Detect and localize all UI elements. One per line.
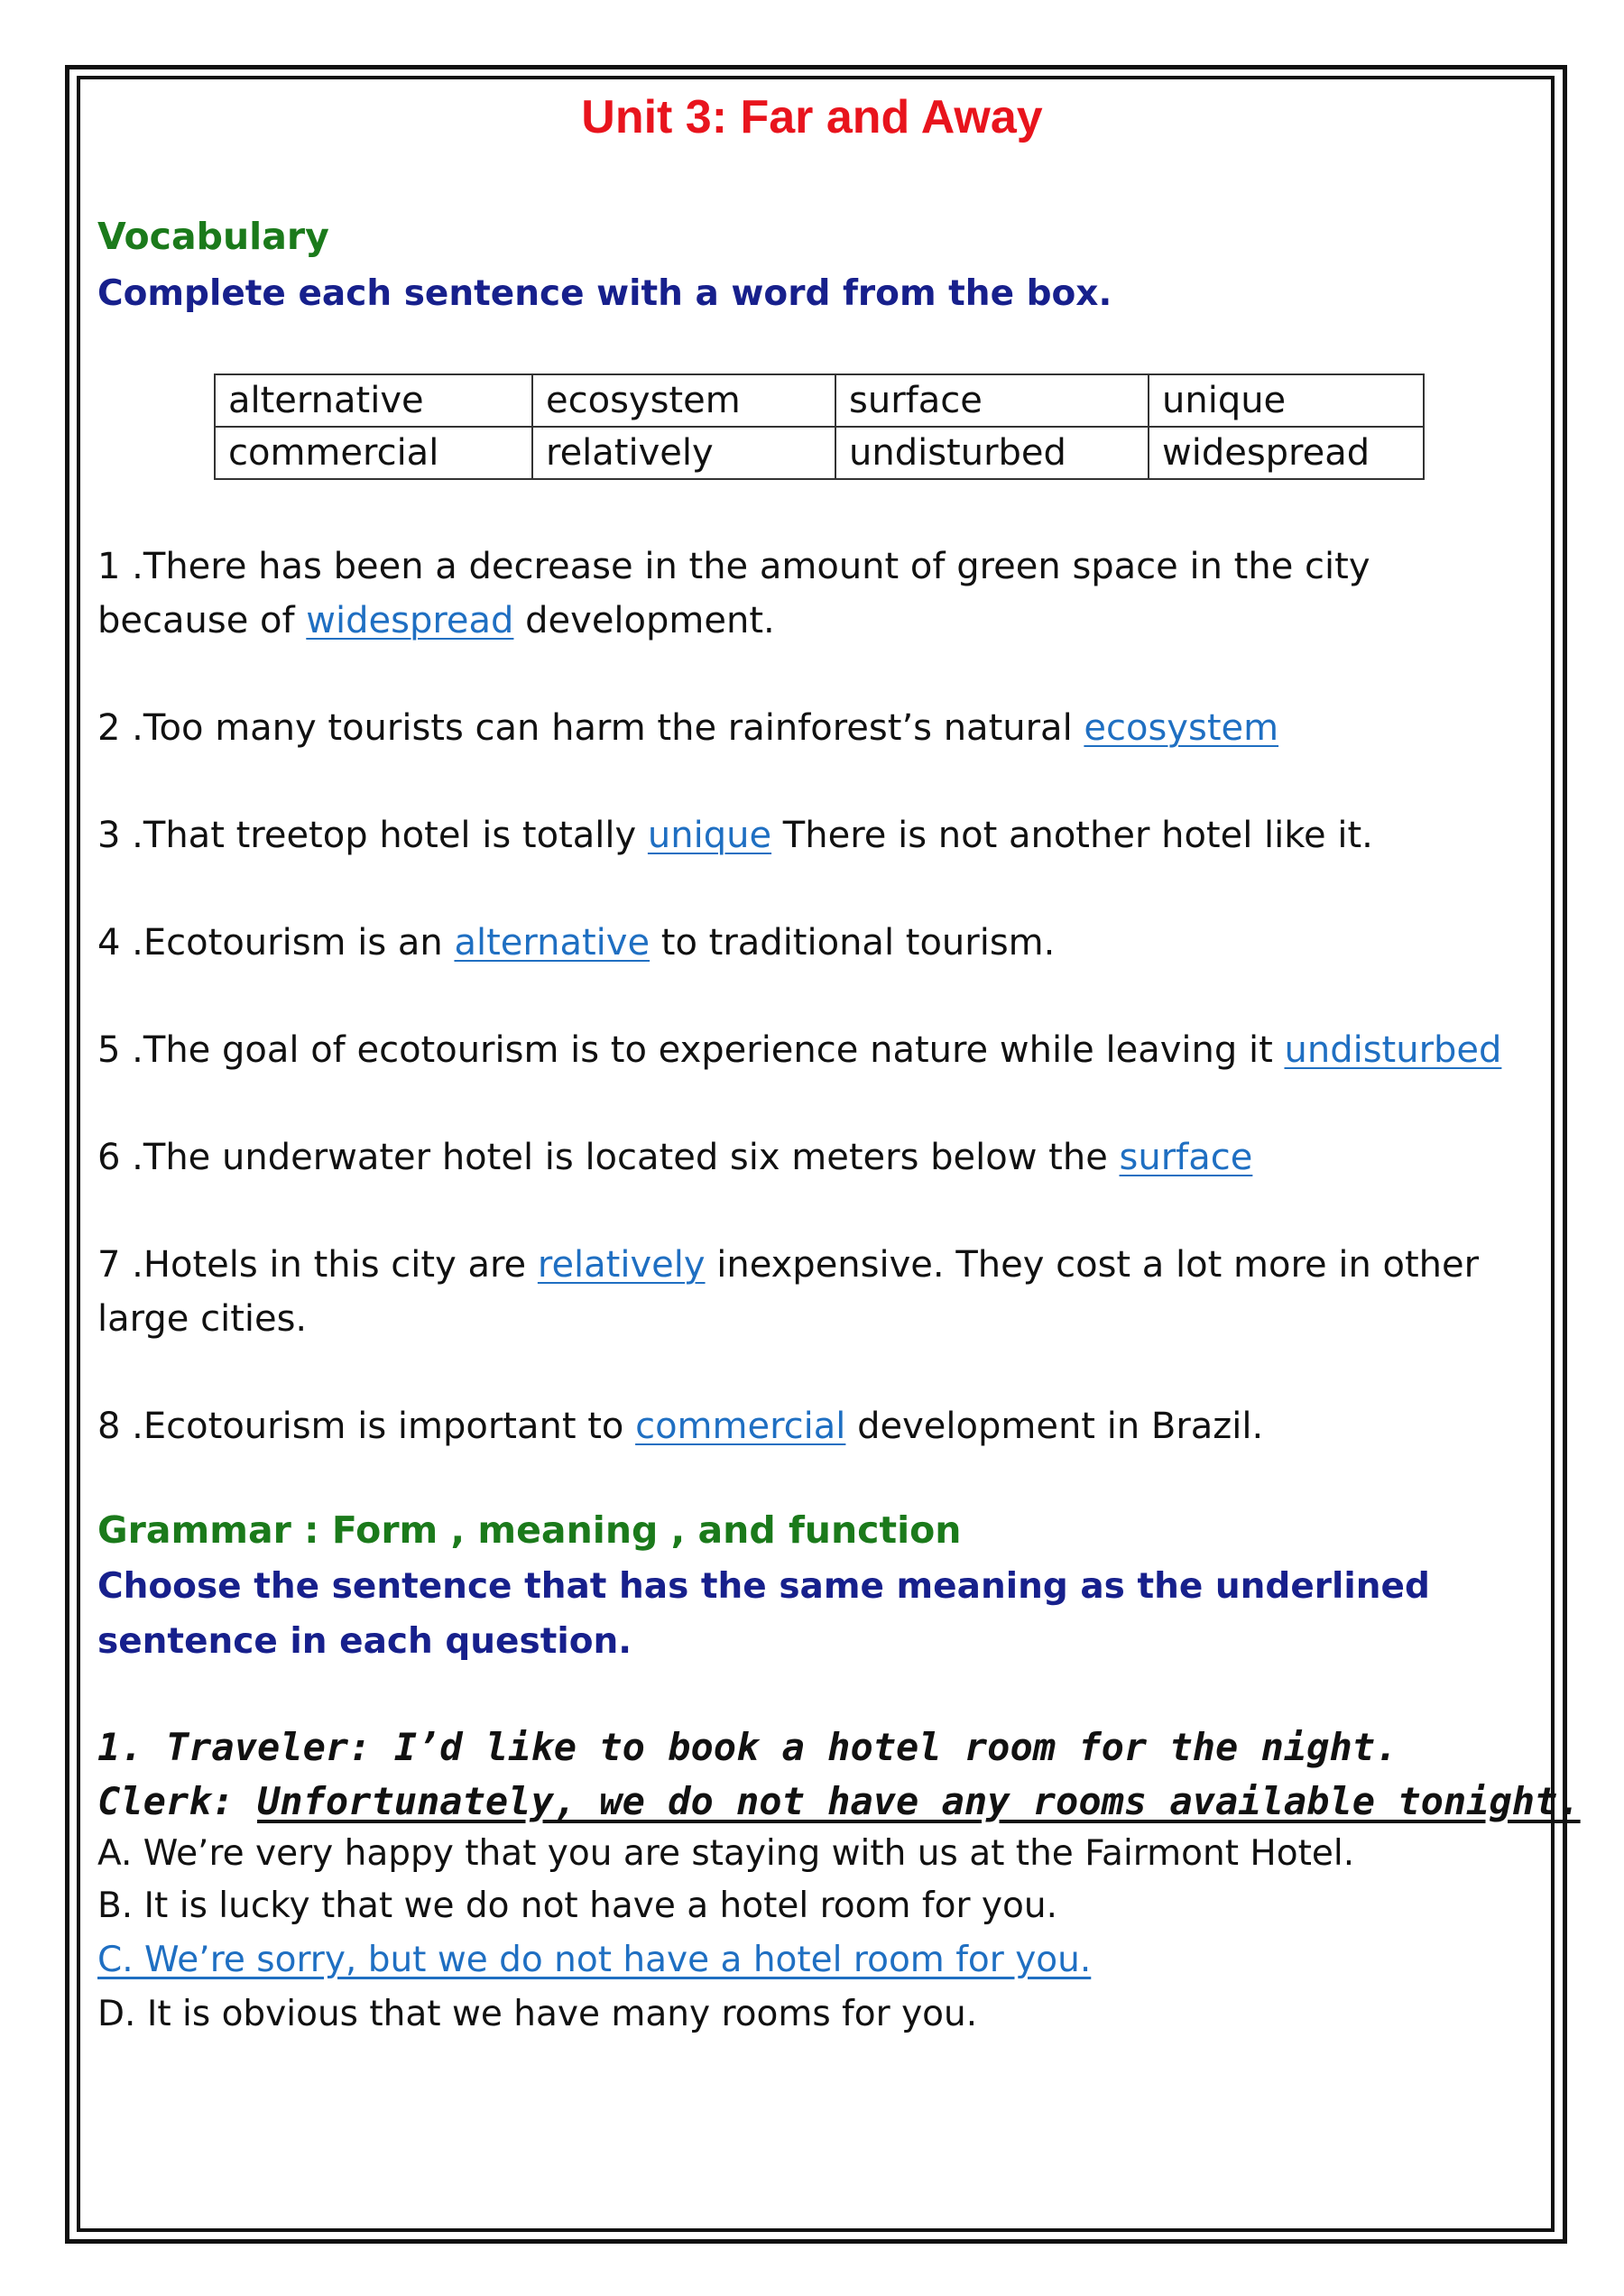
- vocab-question-1: [97, 539, 1523, 648]
- question-text: The underwater hotel is located six meters below the: [143, 1137, 1120, 1178]
- vocab-question-3: [97, 808, 1523, 862]
- vocab-question-8: [97, 1399, 1523, 1453]
- word-box-cell: undisturbed: [835, 427, 1149, 479]
- question-number: 3 .: [97, 815, 143, 856]
- dialogue-clerk: [97, 1779, 1581, 1823]
- clerk-label: Clerk:: [97, 1779, 258, 1823]
- word-box-row: [215, 427, 1424, 479]
- vocab-question-7: [97, 1238, 1523, 1346]
- option-c-correct: C. We’re sorry, but we do not have a hotel room for you.: [97, 1940, 1092, 1980]
- vocabulary-instruction: Complete each sentence with a word from the box.: [97, 273, 1112, 314]
- question-text: Hotels in this city are: [143, 1244, 538, 1286]
- grammar-instruction: Choose the sentence that has the same meaning as the underlined sentence in each question.: [97, 1566, 1430, 1662]
- option-d: D. It is obvious that we have many rooms for you.: [97, 1994, 978, 2034]
- question-number: 2 .: [97, 707, 143, 749]
- answer-word: surface: [1119, 1137, 1253, 1178]
- question-text: Too many tourists can harm the rainforest’s natural: [143, 707, 1084, 749]
- word-box-cell: surface: [835, 374, 1149, 427]
- word-box-cell: unique: [1149, 374, 1424, 427]
- question-number: 8 .: [97, 1406, 143, 1447]
- word-box-cell: alternative: [215, 374, 532, 427]
- vocabulary-heading: Vocabulary: [97, 215, 329, 258]
- option-b: B. It is lucky that we do not have a hotel room for you.: [97, 1886, 1057, 1926]
- answer-word: alternative: [454, 922, 651, 964]
- question-text: inexpensive. They cost a lot more in other large cities.: [97, 1244, 1480, 1340]
- underlined-sentence: Unfortunately, we do not have any rooms available tonight.: [257, 1779, 1581, 1823]
- grammar-heading: Grammar : Form , meaning , and function: [97, 1508, 962, 1552]
- word-box-cell: relatively: [532, 427, 835, 479]
- answer-word: commercial: [635, 1406, 846, 1447]
- question-number: 7 .: [97, 1244, 143, 1286]
- page-title: Unit 3: Far and Away: [581, 91, 1043, 143]
- question-number: 5 .: [97, 1029, 143, 1071]
- option-a: A. We’re very happy that you are staying with us at the Fairmont Hotel.: [97, 1833, 1355, 1874]
- word-box-cell: commercial: [215, 427, 532, 479]
- question-number: 6 .: [97, 1137, 143, 1178]
- vocab-question-5: [97, 1023, 1523, 1077]
- word-box: [214, 373, 1425, 480]
- question-text: There has been a decrease in the amount of green space in the city because of: [97, 546, 1370, 641]
- word-box-cell: widespread: [1149, 427, 1424, 479]
- vocab-question-2: [97, 701, 1523, 755]
- vocab-question-6: [97, 1130, 1523, 1185]
- answer-word: widespread: [306, 600, 514, 641]
- word-box-cell: ecosystem: [532, 374, 835, 427]
- answer-word: ecosystem: [1084, 707, 1279, 749]
- question-text: development in Brazil.: [845, 1406, 1264, 1447]
- answer-word: relatively: [537, 1244, 706, 1286]
- answer-word: unique: [647, 815, 772, 856]
- question-number: 4 .: [97, 922, 143, 964]
- word-box-row: [215, 374, 1424, 427]
- question-text: That treetop hotel is totally: [143, 815, 648, 856]
- question-text: The goal of ecotourism is to experience nature while leaving it: [143, 1029, 1285, 1071]
- vocab-question-4: [97, 916, 1523, 970]
- question-number: 1 .: [97, 546, 143, 587]
- dialogue-traveler: 1. Traveler: I’d like to book a hotel room for the night.: [97, 1725, 1398, 1769]
- question-text: Ecotourism is an: [143, 922, 455, 964]
- question-text: There is not another hotel like it.: [771, 815, 1373, 856]
- answer-word: undisturbed: [1284, 1029, 1502, 1071]
- question-text: Ecotourism is important to: [143, 1406, 636, 1447]
- question-text: to traditional tourism.: [650, 922, 1056, 964]
- question-text: development.: [513, 600, 775, 641]
